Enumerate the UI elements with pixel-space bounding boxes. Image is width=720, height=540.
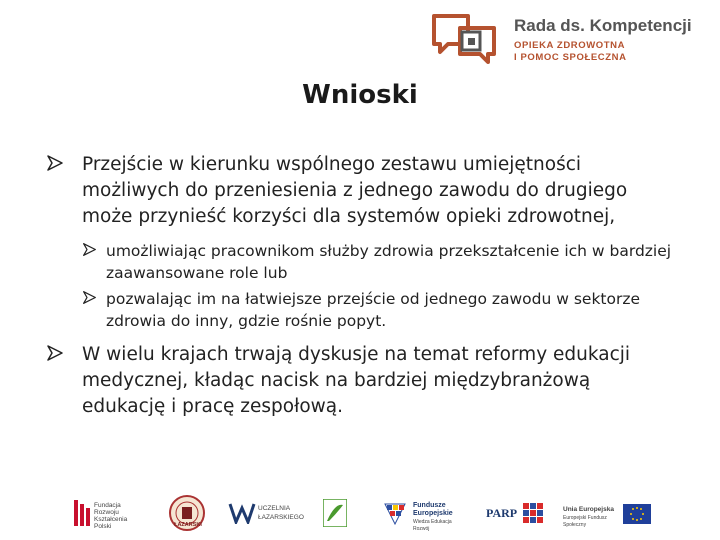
- speech-bubbles-logo-icon: [430, 10, 508, 68]
- fundacja-mark-icon: [74, 498, 90, 528]
- arrow-bullet-icon: [46, 344, 64, 362]
- brand-name: Rada ds. Kompetencji: [514, 16, 692, 35]
- slide-title: Wnioski: [302, 80, 418, 110]
- fundusze-flag-icon: [383, 500, 409, 526]
- sub-bullet-text: pozwalając im na łatwiejsze przejście od jednego zawodu w sektorze zdrowia do inny, gdzie rośnie popyt.: [106, 290, 641, 330]
- lazarski-text: ŁAZARSKI: [174, 522, 202, 528]
- sub-bullet-item: [82, 288, 676, 332]
- uczelnia-w-icon: [228, 502, 256, 524]
- green-partner-logo: [323, 494, 349, 532]
- brand-subtitle: [514, 40, 627, 64]
- fundusze-text-line2: Europejskie: [413, 510, 453, 517]
- uczelnia-logo: [228, 494, 304, 532]
- ue-text-line1: Unia Europejska: [563, 506, 614, 513]
- footer-logos: [68, 494, 658, 534]
- brand-subtitle-line2: I POMOC SPOŁECZNA: [514, 52, 627, 63]
- bullet-item: [46, 342, 676, 420]
- parp-text: PARP: [486, 506, 518, 520]
- bullet-text: W wielu krajach trwają dyskusje na temat reformy edukacji medycznej, kładąc nacisk na bardziej międzybranżową edukację i pracę zespołową.: [82, 344, 631, 417]
- uczelnia-text-line2: ŁAZARSKIEGO: [258, 514, 304, 521]
- arrow-bullet-icon: [46, 154, 64, 172]
- arrow-bullet-icon: [82, 290, 97, 305]
- eu-flag-icon: [623, 504, 651, 524]
- bullet-list: [46, 152, 676, 430]
- sub-bullet-list: [46, 240, 676, 332]
- fundacja-logo: [68, 494, 143, 532]
- fundusze-europejskie-logo: [383, 494, 468, 532]
- brand-subtitle-line1: OPIEKA ZDROWOTNA: [514, 40, 626, 51]
- uczelnia-text-line1: UCZELNIA: [258, 505, 291, 512]
- fundacja-text: Fundacja Rozwoju Kształcenia Polski: [94, 502, 128, 530]
- parp-mark-icon: [522, 502, 544, 524]
- arrow-bullet-icon: [82, 242, 97, 257]
- fundusze-text-line3: Wiedza Edukacja Rozwój: [413, 519, 452, 532]
- sub-bullet-text: umożliwiając pracownikom służby zdrowia przekształcenie ich w bardziej zaawansowane role lub: [106, 242, 672, 282]
- sub-bullet-item: [82, 240, 676, 284]
- bullet-text: Przejście w kierunku wspólnego zestawu umiejętności możliwych do przeniesienia z jednego zawodu do drugiego może przynieść korzyści dla systemów opieki zdrowotnej,: [82, 154, 628, 227]
- parp-logo: [486, 494, 546, 532]
- header-logo: [430, 10, 710, 70]
- unia-europejska-logo: [563, 494, 658, 532]
- ue-text-line2: Europejski Fundusz Społeczny: [563, 515, 607, 528]
- green-partner-icon: [323, 499, 347, 527]
- fundusze-text-line1: Fundusze: [413, 502, 446, 509]
- lazarski-seal-logo: [168, 494, 208, 532]
- bullet-item: [46, 152, 676, 230]
